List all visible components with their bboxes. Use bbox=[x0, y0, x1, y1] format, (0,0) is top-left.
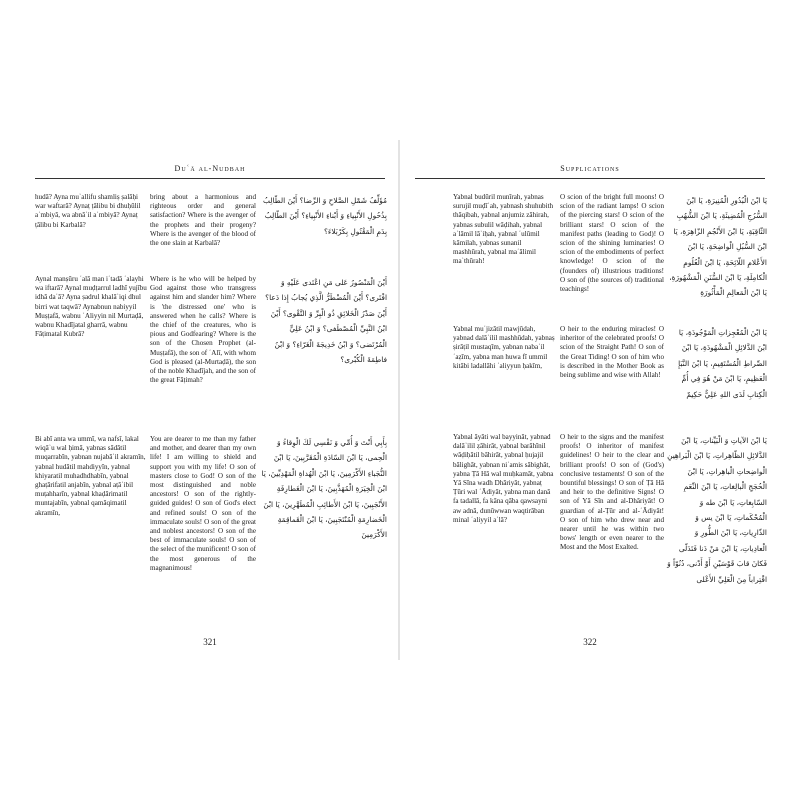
page-number: 321 bbox=[203, 637, 217, 647]
arabic-text: بِأَبِي أَنْتَ وَ أُمِّي وَ نَفْسِي لَكَ الْوِقاءُ وَ الْحِمى، يَا ابْنَ السّادَةِ الْمُقَرَّبِينَ، يَا ابْنَ النُّجَباءِ الأَكْرَمِينَ، يَا ابْنَ الْهُداةِ الْمَهْدِيِّينَ، يَا ابْنَ الْخِيَرَةِ الْمُهَذَّبِينَ، يَا ابْنَ الْغَطارِفَةِ الأَنْجَبِينَ، يَا ابْنَ الأَطائِبِ الْمُطَهَّرِينَ، يَا ابْنَ الْخَضارِمَةِ الْمُنْتَجَبِينَ، يَا ابْنَ الْقَماقِمَةِ الأَكْرَمِينَ bbox=[261, 438, 387, 540]
transliteration-text: Bi abī anta wa ummī, wa nafsī, lakal wiqāʾu wal ḥimā, yabnas sādātil muqarrabīn, yabnan nujabāʾil akramīn, yabnal hudātil mahdiyyīn, yabnal khiyaratil muhadhdhabīn, yabnal ghaṭārifatil anjabīn, yabnal aṭāʾibil muṭahharīn, yabnal khaḍārimatil muntajabīn, yabnal qamāqimatil akramīn, bbox=[35, 435, 146, 517]
arabic-text: يَا ابْنَ الْمُعْجِزاتِ الْمَوْجُودَةِ، يَا ابْنَ الدَّلائِلِ الْمَشْهُودَةِ، يَا ابْنَ الصِّراطِ الْمُسْتَقِيمِ، يَا ابْنَ النَّبَإِ الْعَظِيمِ، يَا ابْنَ مَنْ هُوَ فِي أُمِّ الْكِتابِ لَدَى اللهِ عَلِيٌّ حَكِيمٌ bbox=[678, 328, 767, 399]
arabic-text: أَيْنَ الْمَنْصُورُ عَلى مَنِ اعْتَدى عَلَيْهِ وَ افْتَرى؟ أَيْنَ الْمُضْطَرُّ الَّذِي يُجابُ إِذا دَعا؟ أَيْنَ صَدْرُ الْخَلائِقِ ذُو الْبِرِّ وَ التَّقْوى؟ أَيْنَ ابْنُ النَّبِيِّ الْمُصْطَفى؟ وَ ابْنُ عَلِيٍّ الْمُرْتَضى؟ وَ ابْنُ خَدِيجَةَ الْغَرّاءِ؟ وَ ابْنُ فاطِمَةَ الْكُبْرى؟ bbox=[265, 278, 387, 365]
page-number: 322 bbox=[583, 637, 597, 647]
english-translation: O heir to the signs and the manifest proofs! O inheritor of manifest guidelines! O heir to the clear and brilliant proofs! O son of (God's) conclusive testaments! O son of the bountiful blessings! O son of Ṭā Hā and heir to the definitive Signs! O son of Yā Sīn and al-Dhāriyāt! O guardian of al-Ṭūr and al-ʿĀdiyāt! O son of him who drew near and nearer until he was within two bows' length or even nearer to the Most and the Most Exalted. bbox=[560, 433, 664, 552]
passage-block bbox=[25, 435, 395, 630]
transliteration-text: hudā? Ayna muʾallifu shamliṣ ṣalāḥi war waftarā? Aynaṭ ṭālibu bi dhuḥūlil aʿmbiyā, wa abnāʾil aʿmbiyā? Aynaṭ ṭālibu bi Karbalā? bbox=[35, 193, 141, 229]
arabic-text: يَا ابْنَ الْبُدُورِ الْمُنِيرَةِ، يَا ابْنَ السُّرُجِ الْمُضِيئَةِ، يَا ابْنَ الشُّهُبِ الثّاقِبَةِ، يَا ابْنَ الأَنْجُمِ الزّاهِرَةِ، يَا ابْنَ السُّبُلِ الْواضِحَةِ، يَا ابْنَ الأَعْلامِ اللّائِحَةِ، يَا ابْنَ الْعُلُومِ الْكامِلَةِ، يَا ابْنَ السُّنَنِ الْمَشْهُورَةِ، يَا ابْنَ الْمَعالِمِ الْمَأْثُورَةِ bbox=[669, 196, 767, 298]
transliteration-text: Yabnal muʿjizātil mawjūdah, yabnad dalāʾilil mashhūdah, yabnaṣ ṣirāṭil mustaqīm, yabnan nabaʾil ʿaẓīm, yabna man huwa fī ummil kitābi ladallāhi ʿaliyyun ḥakīm, bbox=[453, 325, 555, 370]
english-translation: bring about a harmonious and righteous order and general satisfaction? Where is the avenger of the prophets and their progeny? Where is the avenger of the blood of the one slain at Karbalā? bbox=[150, 193, 256, 248]
passage-block bbox=[405, 325, 775, 425]
transliteration-text: Yabnal āyāti wal bayyināt, yabnad dalāʾilil ẓāhirāt, yabnal barāhīnil wāḍiḥātil bāhirāt, yabnal ḥujajil bālighāt, yabnan niʿamis sābighāt, yabna Ṭā Hā wal muḥkamāt, yabna Yā Sīna wadh Dhāriyāt, yabnaṭ Ṭūri wal ʿĀdiyāt, yabna man danā fa tadallā, fa kāna qāba qawsayni aw adnā, dunūwwan waqtirāban minal ʿaliyyil aʿlā? bbox=[453, 433, 554, 524]
english-translation: You are dearer to me than my father and mother, and dearer than my own life! I am willing to shield and support you with my life! O son of masters close to God! O son of the most distinguished and noble ancestors! O son of the rightly-guided guides! O son of God's elect and refined souls! O son of the immaculate souls! O son of the great and noblest ancestors! O son of the best of immaculate souls! O son of the select of the munificent! O son of the most generous of the magnanimous! bbox=[150, 435, 256, 572]
passage-block bbox=[405, 433, 775, 633]
header-rule bbox=[35, 178, 385, 179]
book-gutter bbox=[398, 140, 400, 660]
english-translation: Where is he who will be helped by God against those who transgress against him and slander him? Where is 'the distressed one' who is answered when he calls? Where is the chief of the creatures, who is pious and Godfearing? Where is the son of the Chosen Prophet (al-Muṣṭafā), the son of ʿAlī, with whom God is pleased (al-Murtaḍā), the son of the noble Khadījah, and the son of the great Fāṭimah? bbox=[150, 275, 256, 385]
running-header: Supplications bbox=[560, 164, 620, 173]
english-translation: O heir to the enduring miracles! O inheritor of the celebrated proofs! O scion of the Straight Path! O son of the Great Tiding! O son of him who is described in the Mother Book as being sublime and wise with Allah! bbox=[560, 325, 664, 380]
left-page bbox=[25, 140, 395, 660]
transliteration-text: Aynal manṣūru ʿalā man iʿtadā ʿalayhi wa iftarā? Aynal muḍṭarrul ladhī yujību idhā daʿā? Ayna ṣadrul khalāʾiqi dhul birri wat taqwā? Aynabnun nabiyyil Muṣṭafā, wabnu ʿAliyyin nil Murtaḍā, wabnu Khadījatal gharrā, wabnu Fāṭimatal Kubrā? bbox=[35, 275, 147, 339]
header-rule bbox=[415, 178, 765, 179]
arabic-text: مُؤَلِّفُ شَمْلِ الصَّلاحِ وَ الرِّضا؟ أَيْنَ الطّالِبُ بِذُحُولِ الأَنْبِياءِ وَ أَبْناءِ الأَنْبِياءِ؟ أَيْنَ الطّالِبُ بِدَمِ الْمَقْتُولِ بِكَرْبَلاءَ؟ bbox=[263, 196, 387, 236]
passage-block bbox=[25, 275, 395, 455]
passage-block bbox=[25, 193, 395, 255]
passage-block bbox=[405, 193, 775, 323]
running-header: Duʿā al-Nudbah bbox=[174, 164, 246, 173]
arabic-text: يَا ابْنَ الآياتِ وَ الْبَيِّناتِ، يَا ابْنَ الدَّلائِلِ الظّاهِراتِ، يَا ابْنَ الْبَراهِينِ الْواضِحاتِ الْباهِراتِ، يَا ابْنَ الْحُجَجِ الْبالِغاتِ، يَا ابْنَ النِّعَمِ السّابِغاتِ، يَا ابْنَ طه وَ الْمُحْكَماتِ، يَا ابْنَ يس وَ الذّارِياتِ، يَا ابْنَ الطُّورِ وَ الْعادِياتِ، يَا ابْنَ مَنْ دَنا فَتَدَلّى فَكانَ قابَ قَوْسَيْنِ أَوْ أَدْنى، دُنُوّاً وَ اقْتِراباً مِنَ الْعَلِيِّ الأَعْلى bbox=[667, 436, 767, 584]
right-page bbox=[405, 140, 775, 660]
transliteration-text: Yabnal budūril munīrah, yabnas surujil muḍīʾah, yabnash shuhubith thāqibah, yabnal anjumiz zāhirah, yabnas subulil wāḍihah, yabnal aʿlāmil lāʾiḥah, yabnal ʿulūmil kāmilah, yabnas sunanil mashhūrah, yabnal maʿālimil maʾthūrah! bbox=[453, 193, 554, 266]
english-translation: O scion of the bright full moons! O scion of the radiant lamps! O scion of the piercing stars! O scion of the brilliant stars! O scion of the manifest paths (leading to God)! O scion of the shining luminaries! O scion of the embodiments of perfect knowledge! O scion of the (founders of) illustrious traditions! O son of (the sources of) traditional teachings! bbox=[560, 193, 664, 294]
